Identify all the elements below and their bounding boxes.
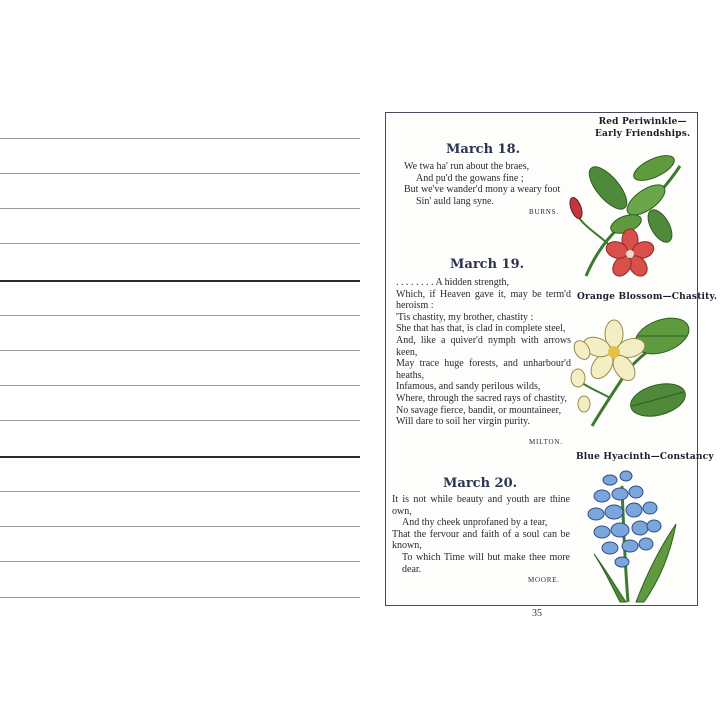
poem-line: . . . . . . . . A hidden strength,: [396, 277, 510, 288]
ruled-line: [0, 350, 360, 351]
ruled-line: [0, 173, 360, 174]
poem-line: She that has that, is clad in complete steel,: [396, 323, 566, 335]
section-divider-line: [0, 456, 360, 458]
ruled-line: [0, 491, 360, 492]
date-heading-march-18: March 18.: [446, 142, 521, 157]
author-moore: MOORE.: [528, 576, 560, 584]
poem-march-19: [396, 277, 571, 428]
poem-line: Sin' auld lang syne.: [416, 195, 494, 207]
poem-line: Will dare to soil her virgin purity.: [396, 416, 531, 428]
ruled-line: [0, 526, 360, 527]
page-number: 35: [532, 608, 542, 619]
flower-title-red-periwinkle: Red Periwinkle— Early Friendships.: [595, 117, 691, 139]
poem-line: But we've wander'd mony a weary foot: [404, 184, 561, 196]
section-divider-line: [0, 280, 360, 282]
flower-title-orange-blossom: Orange Blossom—Chastity.: [577, 292, 718, 302]
blue-hyacinth-illustration: [580, 466, 690, 604]
ruled-line: [0, 315, 360, 316]
ruled-line: [0, 597, 360, 598]
date-heading-march-20: March 20.: [443, 476, 518, 491]
ruled-line: [0, 243, 360, 244]
ruled-line: [0, 208, 360, 209]
author-milton: MILTON.: [529, 438, 563, 446]
poem-line: And thy cheek unprofaned by a tear,: [402, 517, 548, 529]
poem-line: It is not while beauty and youth are thine own,: [392, 494, 570, 517]
poem-line: Infamous, and sandy perilous wilds,: [396, 381, 541, 393]
poem-line: No savage fierce, bandit, or mountaineer,: [396, 404, 562, 416]
poem-line: Which, if Heaven gave it, may be term'd heroism :: [396, 288, 571, 312]
poem-line: We twa ha' run about the braes,: [404, 161, 530, 172]
poem-line: May trace huge forests, and unharbour'd heaths,: [396, 358, 571, 381]
ruled-line: [0, 420, 360, 421]
ruled-line: [0, 385, 360, 386]
author-burns: BURNS.: [529, 208, 559, 216]
poem-line: 'Tis chastity, my brother, chastity :: [396, 311, 534, 323]
date-heading-march-19: March 19.: [450, 257, 525, 272]
poem-line: And, like a quiver'd nymph with arrows keen,: [396, 334, 571, 358]
ruled-line: [0, 561, 360, 562]
poem-march-20: [392, 494, 570, 575]
poem-line: To which Time will but make thee more dear.: [402, 551, 570, 575]
poem-line: And pu'd the gowans fine ;: [416, 172, 524, 184]
poem-march-18: [404, 161, 574, 207]
ruled-line: [0, 138, 360, 139]
orange-blossom-illustration: [570, 306, 696, 430]
poem-line: Where, through the sacred rays of chastity,: [396, 392, 567, 404]
red-periwinkle-illustration: [568, 148, 694, 280]
poem-line: That the fervour and faith of a soul can be known,: [392, 528, 570, 552]
flower-title-blue-hyacinth: Blue Hyacinth—Constancy: [576, 452, 714, 462]
